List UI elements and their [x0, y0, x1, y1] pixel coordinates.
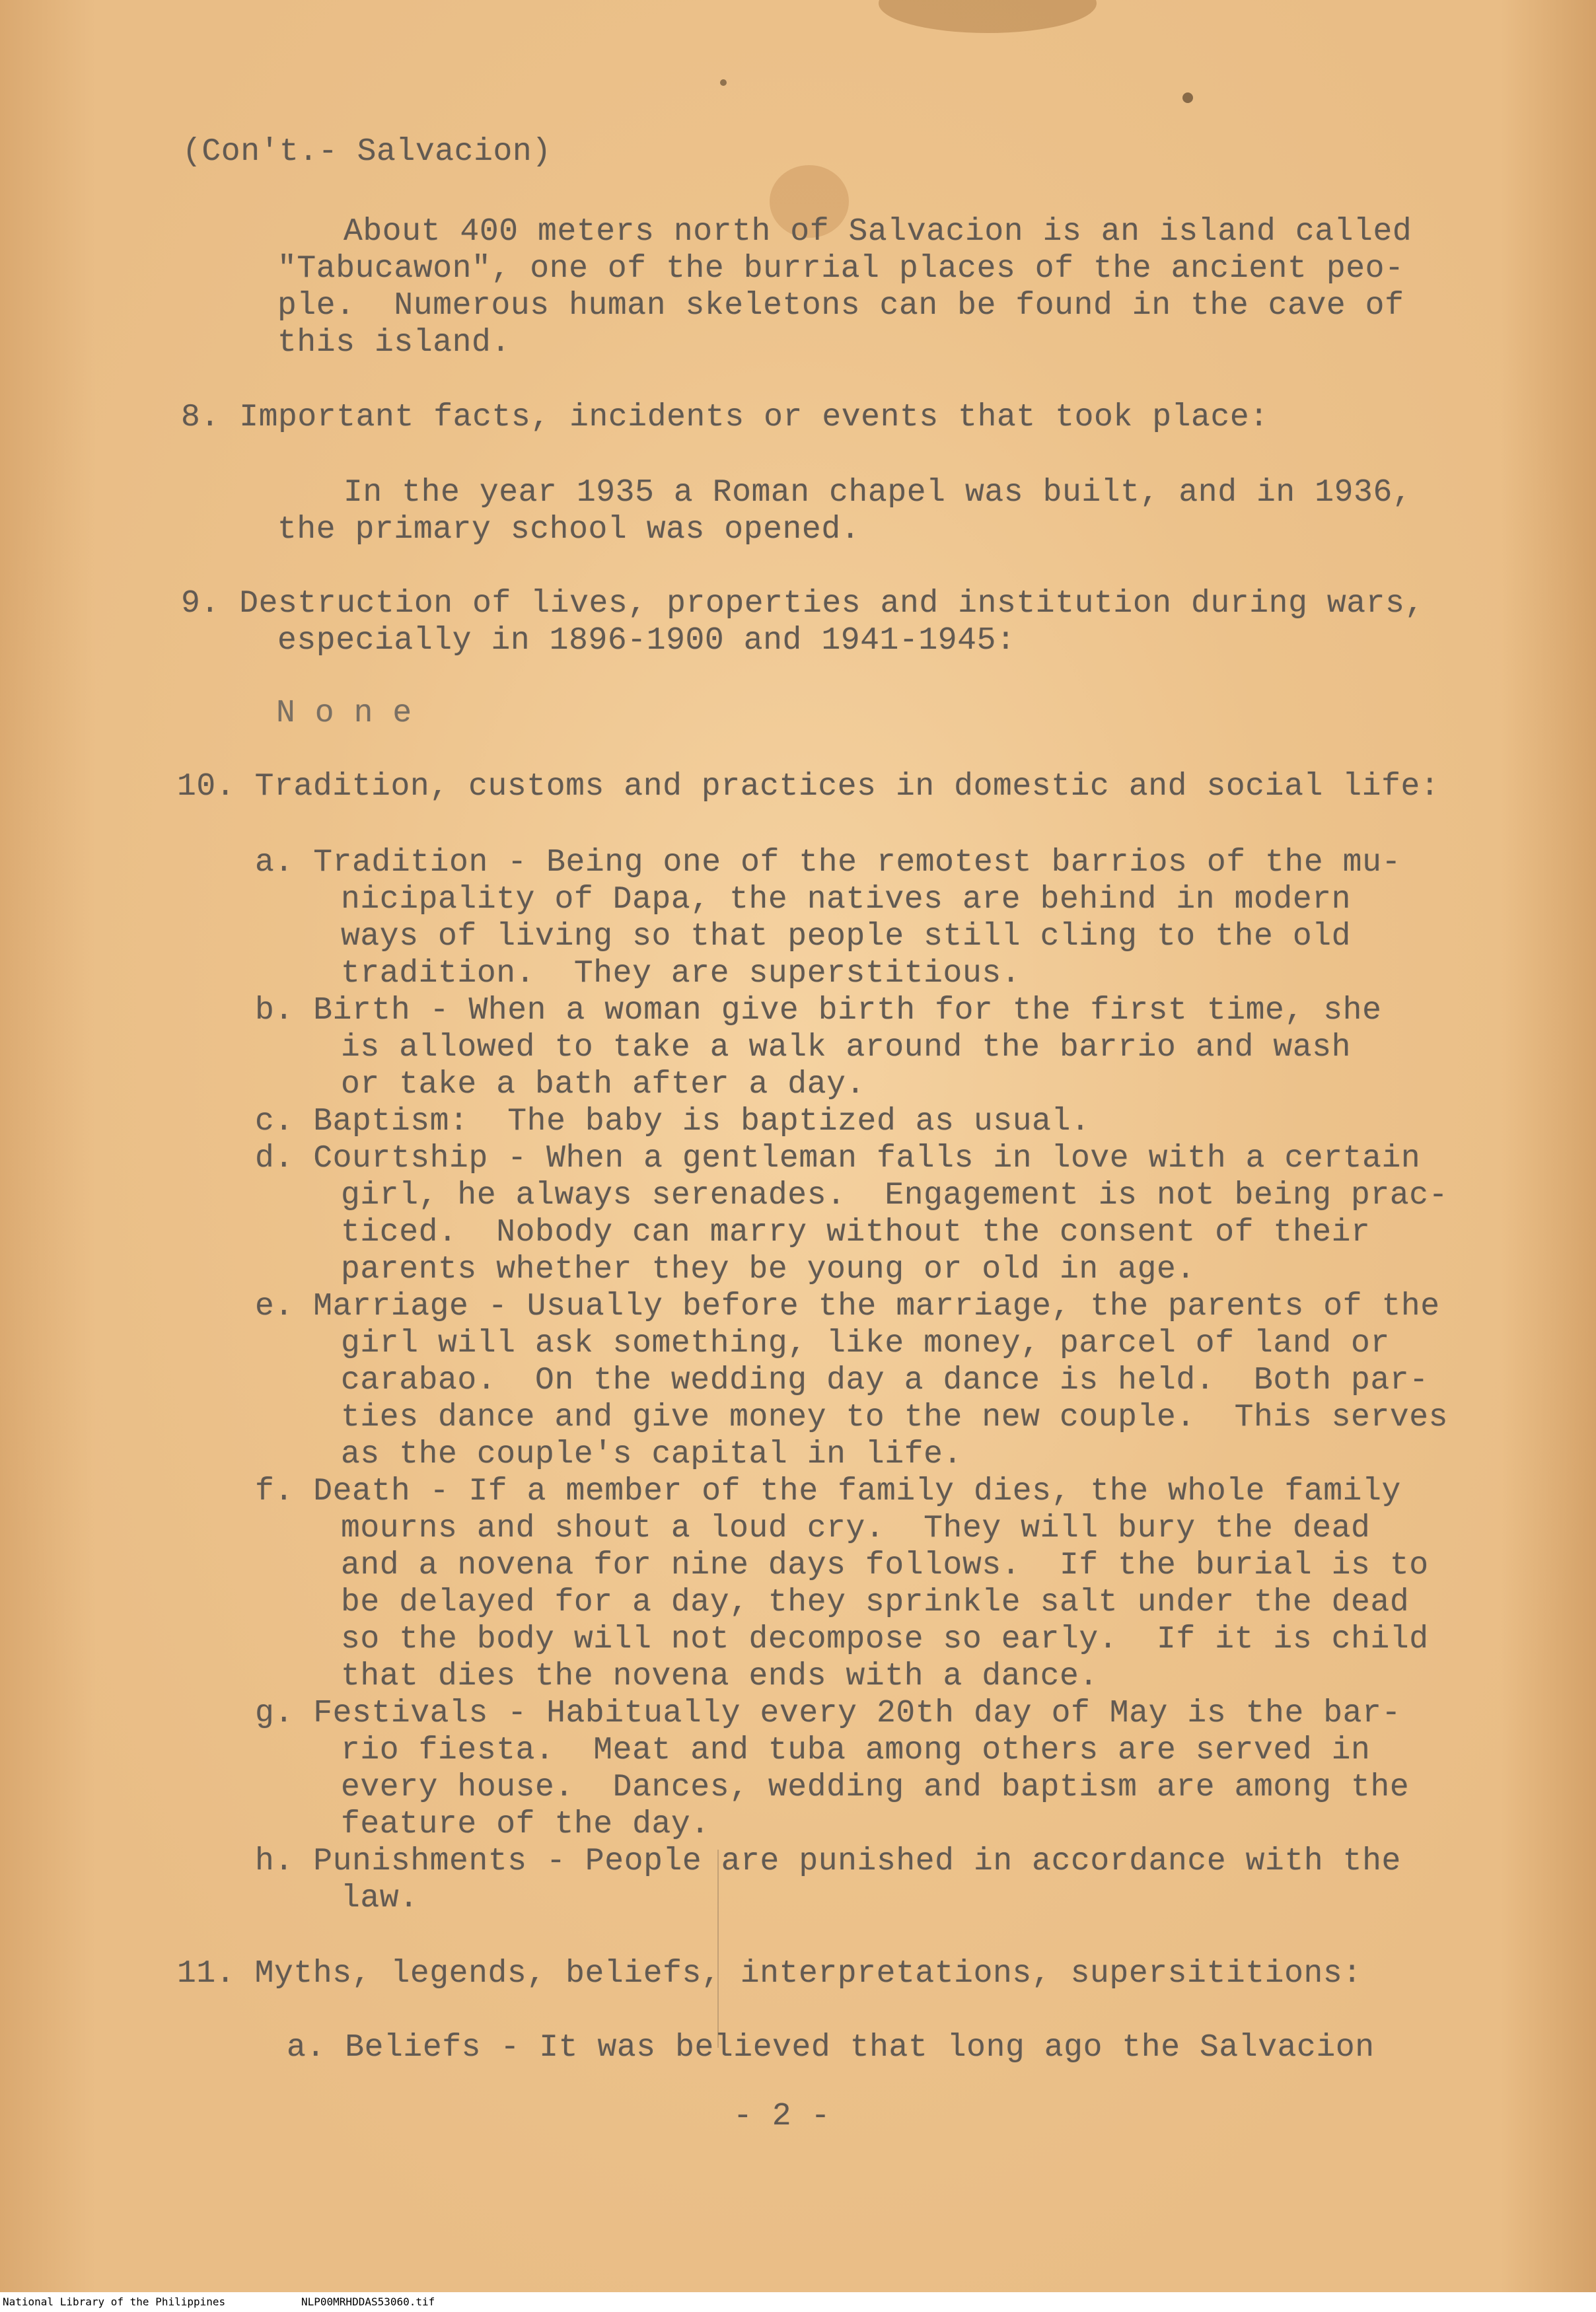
birth-item: or take a bath after a day. [341, 1067, 865, 1102]
marriage-item: e. Marriage - Usually before the marriage, the parents of the [255, 1289, 1440, 1324]
baptism-item: c. Baptism: The baby is baptized as usual. [255, 1104, 1091, 1139]
intro-line: About 400 meters north of Salvacion is an island called [344, 214, 1412, 250]
section-9-heading: especially in 1896-1900 and 1941-1945: [277, 623, 1016, 659]
continuation-header: (Con't.- Salvacion) [182, 134, 552, 170]
footer-file: NLP00MRHDDAS53060.tif [301, 2295, 435, 2308]
courtship-item: girl, he always serenades. Engagement is not being prac- [341, 1178, 1449, 1213]
footer-library: National Library of the Philippines [3, 2295, 226, 2308]
paper-stain [720, 79, 727, 86]
courtship-item: parents whether they be young or old in age. [341, 1252, 1196, 1287]
paper-stain [1182, 92, 1193, 103]
festivals-item: feature of the day. [341, 1807, 710, 1842]
section-11-heading: 11. Myths, legends, beliefs, interpretations, supersititions: [177, 1956, 1362, 1992]
tradition-item: tradition. They are superstitious. [341, 956, 1021, 992]
scan-footer [0, 2292, 1596, 2312]
marriage-item: ties dance and give money to the new couple. This serves [341, 1400, 1449, 1435]
punishments-item: law. [341, 1881, 419, 1916]
tradition-item: ways of living so that people still cling to the old [341, 919, 1352, 955]
death-item: f. Death - If a member of the family dies, the whole family [255, 1474, 1401, 1509]
death-item: mourns and shout a loud cry. They will bury the dead [341, 1511, 1371, 1546]
death-item: that dies the novena ends with a dance. [341, 1659, 1099, 1694]
section-9-heading: 9. Destruction of lives, properties and institution during wars, [181, 586, 1424, 622]
section-8-line: In the year 1935 a Roman chapel was built, and in 1936, [344, 475, 1412, 511]
page-number: - 2 - [733, 2099, 831, 2134]
punishments-item: h. Punishments - People are punished in accordance with the [255, 1844, 1401, 1879]
tradition-item: nicipality of Dapa, the natives are behind in modern [341, 882, 1352, 918]
section-9-body: N o n e [276, 696, 412, 731]
marriage-item: girl will ask something, like money, parcel of land or [341, 1326, 1390, 1361]
festivals-item: every house. Dances, wedding and baptism are among the [341, 1770, 1410, 1805]
section-10-heading: 10. Tradition, customs and practices in domestic and social life: [177, 769, 1440, 805]
intro-line: ple. Numerous human skeletons can be found in the cave of [277, 288, 1404, 324]
tradition-item: a. Tradition - Being one of the remotest barrios of the mu- [255, 845, 1401, 881]
courtship-item: ticed. Nobody can marry without the consent of their [341, 1215, 1371, 1250]
pencil-mark [717, 1850, 719, 2048]
section-8-heading: 8. Important facts, incidents or events that took place: [181, 400, 1269, 435]
death-item: and a novena for nine days follows. If the burial is to [341, 1548, 1429, 1583]
death-item: be delayed for a day, they sprinkle salt under the dead [341, 1585, 1410, 1620]
section-11-item-a: a. Beliefs - It was believed that long ago the Salvacion [287, 2030, 1375, 2066]
birth-item: is allowed to take a walk around the barrio and wash [341, 1030, 1352, 1066]
festivals-item: g. Festivals - Habitually every 20th day of May is the bar- [255, 1696, 1401, 1731]
marriage-item: as the couple's capital in life. [341, 1437, 962, 1472]
intro-line: this island. [277, 325, 511, 361]
birth-item: b. Birth - When a woman give birth for the first time, she [255, 993, 1382, 1029]
paper-stain [879, 0, 1097, 33]
marriage-item: carabao. On the wedding day a dance is held. Both par- [341, 1363, 1429, 1398]
death-item: so the body will not decompose so early. If it is child [341, 1622, 1429, 1657]
courtship-item: d. Courtship - When a gentleman falls in love with a certain [255, 1141, 1421, 1176]
festivals-item: rio fiesta. Meat and tuba among others are served in [341, 1733, 1371, 1768]
section-8-line: the primary school was opened. [277, 512, 861, 548]
intro-line: "Tabucawon", one of the burrial places of the ancient peo- [277, 251, 1404, 287]
